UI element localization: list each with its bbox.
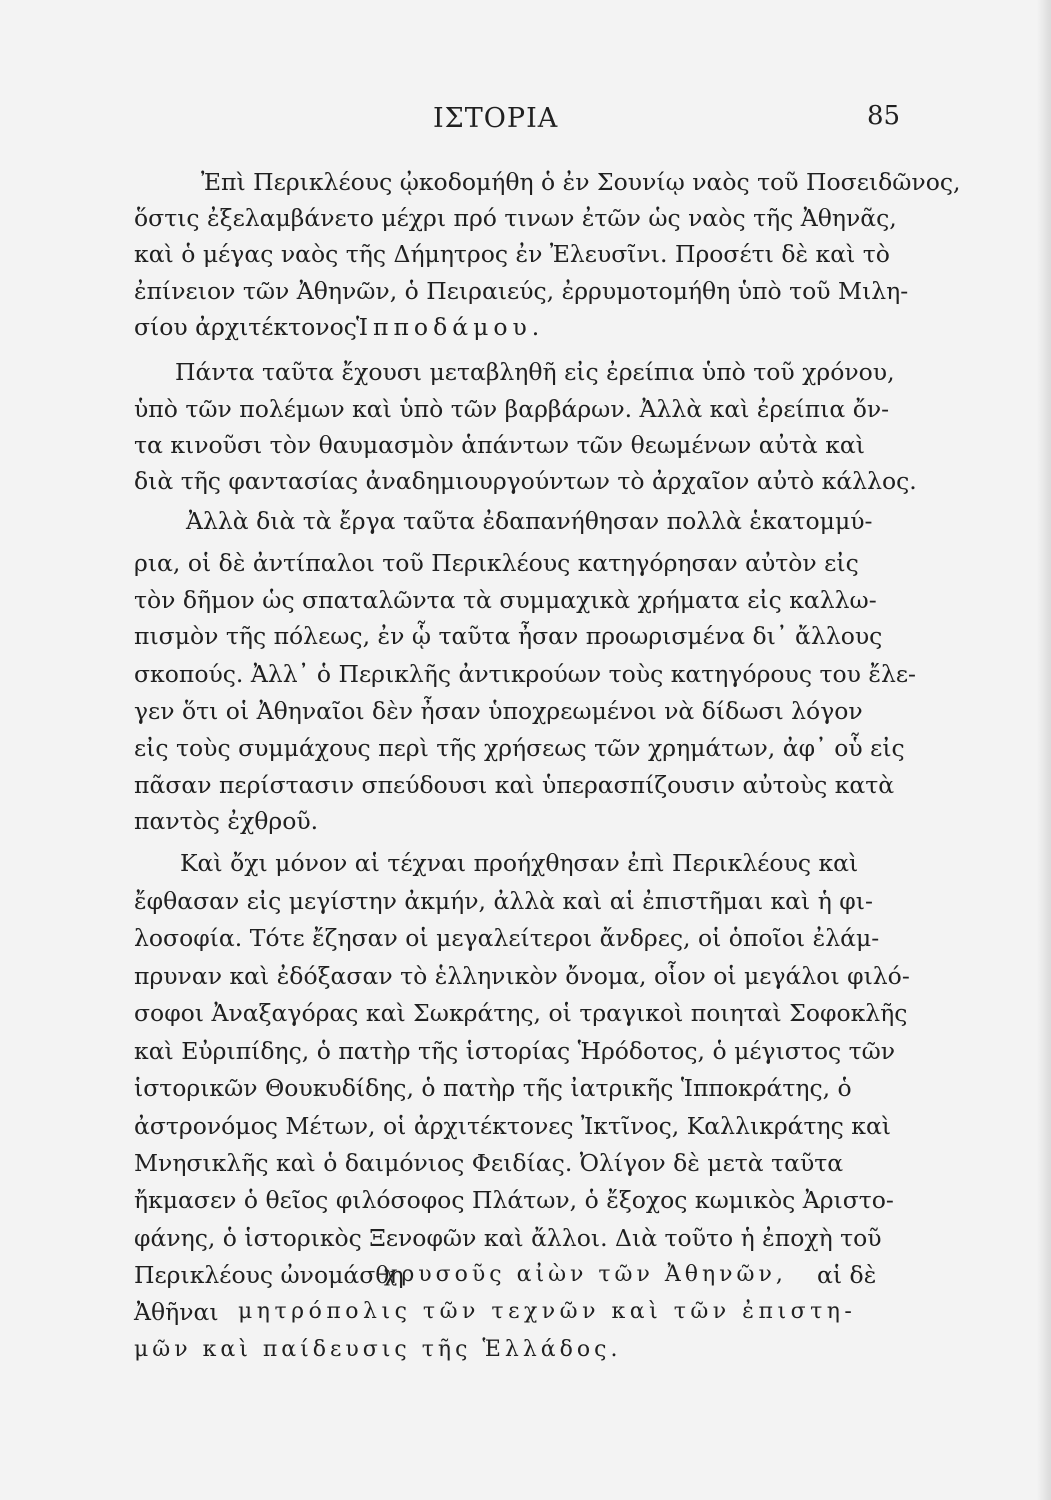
page-number: 85 <box>867 101 901 131</box>
text-line: καὶ ὁ μέγας ναὸς τῆς Δήμητρος ἐν Ἐλευσῖνι. Προσέτι δὲ καὶ τὸ <box>134 240 890 268</box>
text-line: σοφοι Ἀναξαγόρας καὶ Σωκράτης, οἱ τραγικοὶ ποιηταὶ Σοφοκλῆς <box>134 999 908 1027</box>
text-line: φάνης, ὁ ἱστορικὸς Ξενοφῶν καὶ ἄλλοι. Διὰ τοῦτο ἡ ἐποχὴ τοῦ <box>134 1224 882 1252</box>
text-line: Μνησικλῆς καὶ ὁ δαιμόνιος Φειδίας. Ὀλίγον δὲ μετὰ ταῦτα <box>134 1149 844 1177</box>
text-line: ἀστρονόμος Μέτων, οἱ ἀρχιτέκτονες Ἰκτῖνος, Καλλικράτης καὶ <box>134 1112 892 1140</box>
text-line: Καὶ ὄχι μόνον αἱ τέχναι προήχθησαν ἐπὶ Περικλέους καὶ <box>180 849 859 877</box>
text-line: εἰς τοὺς συμμάχους περὶ τῆς χρήσεως τῶν χρημάτων, ἀφ᾽ οὗ εἰς <box>134 734 905 762</box>
text-line: τα κινοῦσι τὸν θαυμασμὸν ἁπάντων τῶν θεωμένων αὐτὰ καὶ <box>134 431 865 459</box>
emphasized-phrase: χρυσοῦς αἰὼν τῶν Ἀθηνῶν, <box>384 1262 787 1287</box>
text-line: καὶ Εὐριπίδης, ὁ πατὴρ τῆς ἱστορίας Ἡρόδοτος, ὁ μέγιστος τῶν <box>134 1037 896 1065</box>
text-line: αἱ δὲ <box>817 1261 877 1289</box>
text-line: ἔφθασαν εἰς μεγίστην ἀκμήν, ἀλλὰ καὶ αἱ ἐπιστῆμαι καὶ ἡ φι- <box>134 887 873 915</box>
text-line: ρια, οἱ δὲ ἀντίπαλοι τοῦ Περικλέους κατηγόρησαν αὐτὸν εἰς <box>134 549 859 577</box>
text-line: Πάντα ταῦτα ἔχουσι μεταβληθῆ εἰς ἐρείπια ὑπὸ τοῦ χρόνου, <box>175 358 895 386</box>
text-line: Ἀλλὰ διὰ τὰ ἔργα ταῦτα ἐδαπανήθησαν πολλὰ ἑκατομμύ- <box>186 507 873 535</box>
text-line: λοσοφία. Τότε ἔζησαν οἱ μεγαλείτεροι ἄνδρες, οἱ ὁποῖοι ἐλάμ- <box>134 924 880 952</box>
text-line: ἱστορικῶν Θουκυδίδης, ὁ πατὴρ τῆς ἰατρικῆς Ἱπποκράτης, ὁ <box>134 1074 852 1102</box>
text-line: Ἐπὶ Περικλέους ᾠκοδομήθη ὁ ἐν Σουνίῳ ναὸς τοῦ Ποσειδῶνος, <box>201 168 961 196</box>
text-line: σίου ἀρχιτέκτονος <box>134 313 357 341</box>
text-line: ὅστις ἐξελαμβάνετο μέχρι πρό τινων ἐτῶν ὡς ναὸς τῆς Ἀθηνᾶς, <box>134 204 897 232</box>
running-header-title: ΙΣΤΟΡΙΑ <box>433 103 559 134</box>
emphasized-phrase: μητρόπολις τῶν τεχνῶν καὶ τῶν ἐπιστη- <box>238 1299 857 1324</box>
text-line: διὰ τῆς φαντασίας ἀναδημιουργούντων τὸ ἀρχαῖον αὐτὸ κάλλος. <box>134 467 917 495</box>
emphasized-name: Ἱπποδάμου. <box>356 313 545 341</box>
text-line: ἐπίνειον τῶν Ἀθηνῶν, ὁ Πειραιεύς, ἐρρυμοτομήθη ὑπὸ τοῦ Μιλη- <box>134 277 909 305</box>
emphasized-phrase: μῶν καὶ παίδευσις τῆς Ἑλλάδος. <box>134 1337 622 1362</box>
text-line: τὸν δῆμον ὡς σπαταλῶντα τὰ συμμαχικὰ χρήματα εἰς καλλω- <box>134 586 877 614</box>
text-line: Περικλέους ὠνομάσθη <box>134 1261 404 1289</box>
text-line: Ἀθῆναι <box>134 1298 219 1326</box>
page-edge-shadow <box>1037 0 1051 1500</box>
text-line: ἤκμασεν ὁ θεῖος φιλόσοφος Πλάτων, ὁ ἔξοχος κωμικὸς Ἀριστο- <box>134 1186 894 1214</box>
text-line: πᾶσαν περίστασιν σπεύδουσι καὶ ὑπερασπίζουσιν αὐτοὺς κατὰ <box>134 771 895 799</box>
text-line: παντὸς ἐχθροῦ. <box>134 807 319 835</box>
text-line: γεν ὅτι οἱ Ἀθηναῖοι δὲν ἦσαν ὑποχρεωμένοι νὰ δίδωσι λόγον <box>134 697 863 725</box>
text-line: πρυναν καὶ ἐδόξασαν τὸ ἑλληνικὸν ὄνομα, οἷον οἱ μεγάλοι φιλό- <box>134 962 910 990</box>
text-line: ὑπὸ τῶν πολέμων καὶ ὑπὸ τῶν βαρβάρων. Ἀλλὰ καὶ ἐρείπια ὄν- <box>134 395 890 423</box>
text-line: σκοπούς. Ἀλλ᾽ ὁ Περικλῆς ἀντικρούων τοὺς κατηγόρους του ἔλε- <box>134 660 916 688</box>
text-line: πισμὸν τῆς πόλεως, ἐν ᾧ ταῦτα ἦσαν προωρισμένα δι᾽ ἄλλους <box>134 622 883 650</box>
